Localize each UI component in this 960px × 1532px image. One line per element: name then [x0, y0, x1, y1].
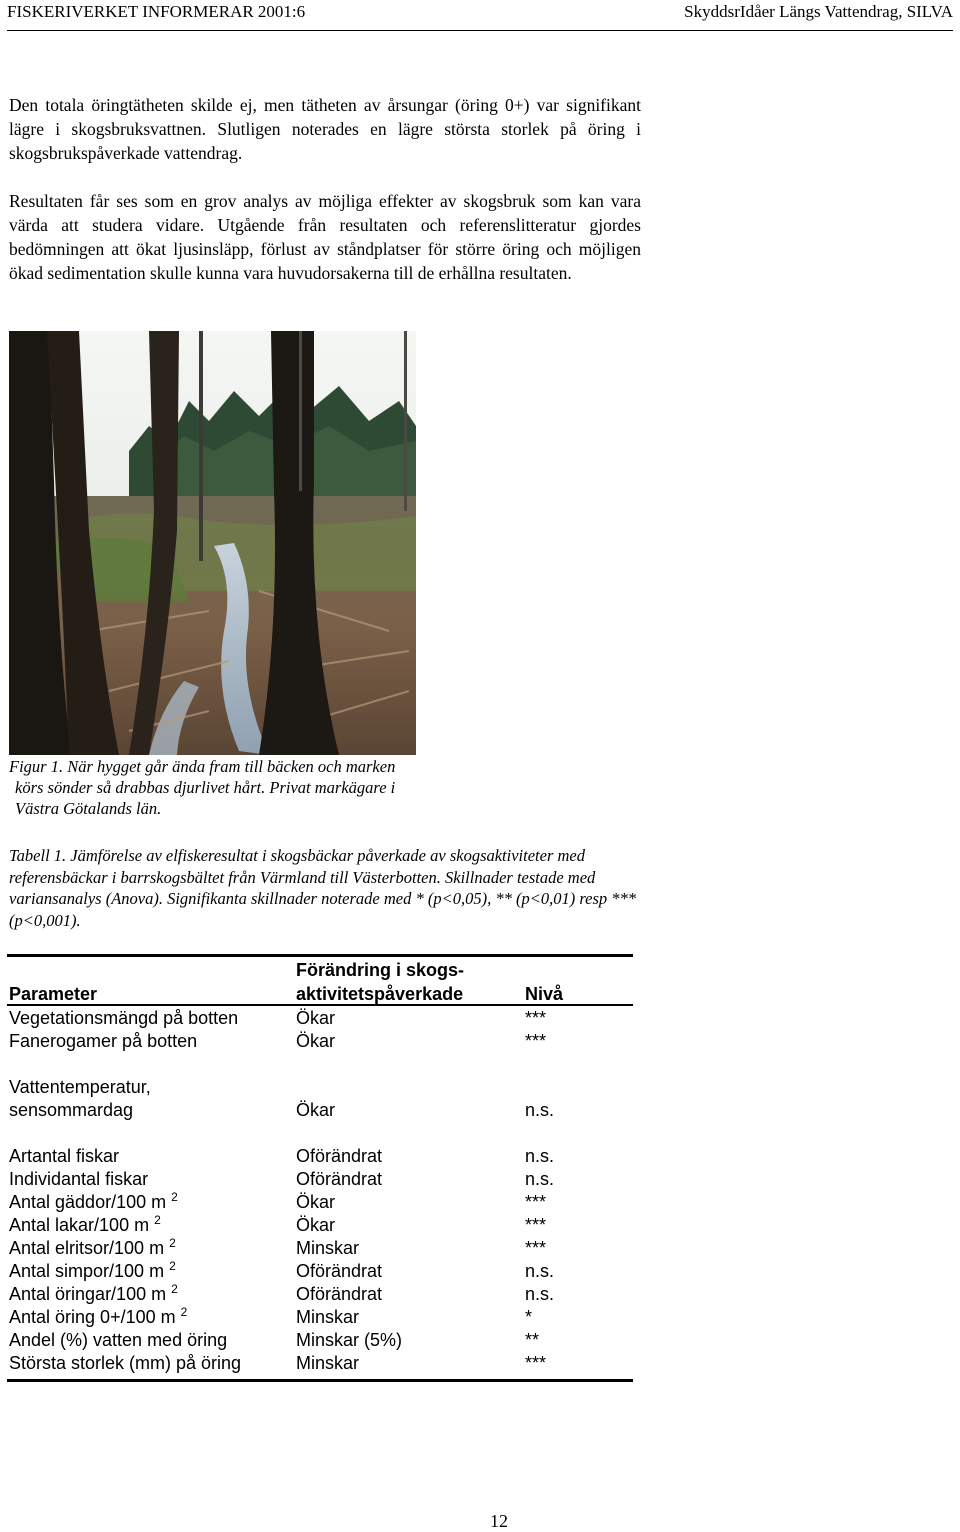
table-top-rule: [7, 954, 633, 957]
row-level: n.s.: [525, 1169, 555, 1189]
row-parameter: Antal öringar/100 m $^2$: [9, 1282, 178, 1304]
table-row: [7, 1260, 633, 1283]
row-parameter: Antal lakar/100 m $^2$: [9, 1213, 161, 1235]
row-parameter: Antal öring 0+/100 m $^2$: [9, 1305, 188, 1327]
header-parameter: Parameter: [9, 984, 98, 1004]
row-change: Oförändrat: [296, 1169, 383, 1189]
row-level: ***: [525, 1031, 547, 1051]
figure-caption: [9, 756, 449, 819]
clearcut-stream-photo: [9, 331, 416, 755]
row-level: ***: [525, 1238, 547, 1258]
table-row: [7, 1168, 633, 1191]
row-level: n.s.: [525, 1100, 555, 1120]
row-parameter: Vattentemperatur,: [9, 1077, 151, 1097]
row-level: n.s.: [525, 1146, 555, 1166]
table-row: [7, 1237, 633, 1260]
table-caption: Tabell 1. Jämförelse av elfiskeresultat i skogsbäckar påverkade av skogsaktiviteter med referensbäckar i barrskogsbältet från Värmland till Västerbotten. Skillnader testade med variansanalys (Anova). Signifikanta skillnader noterade med * (p<0,05), ** (p<0,01) resp *** (p<0,001).: [9, 846, 637, 930]
table-row: [7, 1030, 633, 1053]
paragraph-conclusion: Resultaten får ses som en grov analys av möjliga effekter av skogsbruk som kan vara värda att studera vidare. Utgående från resultaten och referenslitteratur gjordes bedömningen att ökat ljusinsläpp, förlust av ståndplatser för större öring och möjligen ökad sedimentation skulle kunna vara huvudorsakerna till de erhållna resultaten.: [9, 191, 641, 283]
row-change: Ökar: [296, 1192, 336, 1212]
row-parameter: Antal elritsor/100 m $^2$: [9, 1236, 176, 1258]
row-parameter: Vegetationsmängd på botten: [9, 1008, 239, 1028]
photo-illustration: [9, 331, 416, 755]
row-change: Minskar (5%): [296, 1330, 403, 1350]
row-parameter: Antal simpor/100 m $^2$: [9, 1259, 176, 1281]
row-parameter: Största storlek (mm) på öring: [9, 1353, 242, 1373]
table-row: [7, 1214, 633, 1237]
header-title: SkyddsrIdåer Längs Vattendrag, SILVA: [684, 2, 953, 21]
table-row: [7, 1145, 633, 1168]
table-row: [7, 1329, 633, 1352]
figure-caption-line-2: körs sönder så drabbas djurlivet hårt. Privat markägare i: [15, 778, 396, 797]
paragraph-results: Den totala öringtätheten skilde ej, men tätheten av årsungar (öring 0+) var signifikant lägre i skogsbruksvattnen. Slutligen noterades en lägre största storlek på öring i skogsbrukspåverkade vattendrag.: [9, 95, 641, 163]
row-level: ***: [525, 1353, 547, 1373]
row-level: n.s.: [525, 1284, 555, 1304]
header-change-line-1: Förändring i skogs-: [296, 960, 465, 980]
row-change: Ökar: [296, 1215, 336, 1235]
row-change: Minskar: [296, 1353, 360, 1373]
header-level: Nivå: [525, 984, 564, 1004]
row-parameter: Fanerogamer på botten: [9, 1031, 198, 1051]
row-level: ***: [525, 1192, 547, 1212]
table-row: [7, 1306, 633, 1329]
row-change: Ökar: [296, 1008, 336, 1028]
row-level: *: [525, 1307, 533, 1327]
page-number: 12: [490, 1511, 508, 1531]
figure-caption-line-3: Västra Götalands län.: [15, 799, 162, 818]
row-change: Minskar: [296, 1238, 360, 1258]
row-change: Ökar: [296, 1100, 336, 1120]
row-parameter: Andel (%) vatten med öring: [9, 1330, 228, 1350]
table-header-rule: [7, 1004, 633, 1006]
row-change: Oförändrat: [296, 1146, 383, 1166]
table-row: [7, 1076, 633, 1099]
row-level: n.s.: [525, 1261, 555, 1281]
row-change: Ökar: [296, 1031, 336, 1051]
table-row: [7, 1007, 633, 1030]
table-row: [7, 1283, 633, 1306]
row-change: Minskar: [296, 1307, 360, 1327]
header-change-line-2: aktivitetspåverkade: [296, 984, 464, 1004]
row-change: Oförändrat: [296, 1261, 383, 1281]
header-publication: FISKERIVERKET INFORMERAR 2001:6: [7, 2, 306, 21]
row-level: ***: [525, 1215, 547, 1235]
table-bottom-rule: [7, 1379, 633, 1382]
table-row: [7, 1191, 633, 1214]
figure-caption-line-1: Figur 1. När hygget går ända fram till bäcken och marken: [9, 757, 396, 776]
row-parameter: sensommardag: [9, 1100, 134, 1120]
row-level: **: [525, 1330, 540, 1350]
row-level: ***: [525, 1008, 547, 1028]
running-header: [7, 0, 953, 31]
table-row: [7, 1099, 633, 1122]
row-parameter: Antal gäddor/100 m $^2$: [9, 1190, 178, 1212]
row-parameter: Individantal fiskar: [9, 1169, 149, 1189]
row-change: Oförändrat: [296, 1284, 383, 1304]
table-row: [7, 1352, 633, 1375]
row-parameter: Artantal fiskar: [9, 1146, 120, 1166]
